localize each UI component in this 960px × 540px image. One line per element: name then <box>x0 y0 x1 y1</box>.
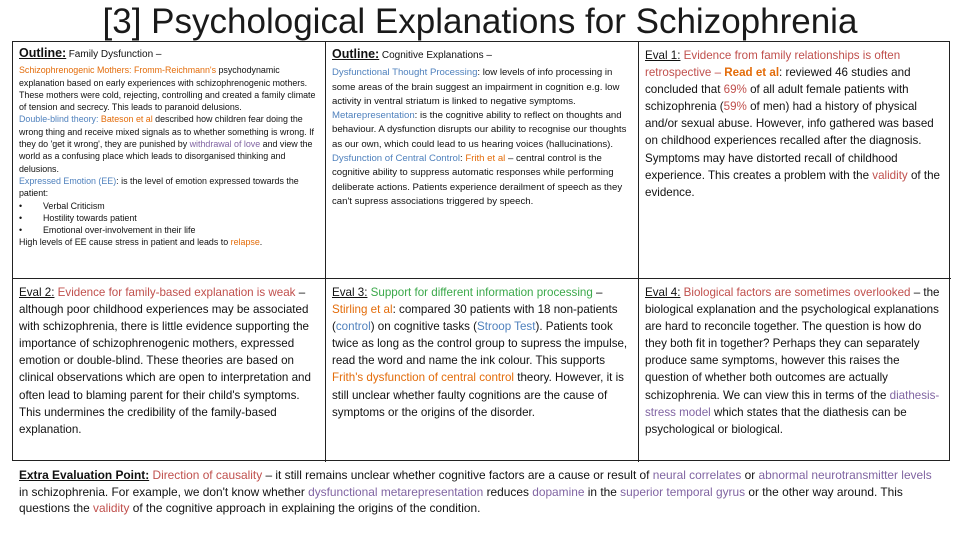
eval3-text-c: ). Patients took twice as long as the control group to supress the impulse, read the word and name the ink colour. This supports <box>332 320 628 368</box>
eval2-cell <box>13 279 326 462</box>
eval2-text: – although poor childhood experiences may be associated with schizophrenia, there is little evidence supporting the importance of schizophrenogenic mothers, expressed emotion or double-blind. These theories are based on clinical observations which are open to interpretation and often lead to blaming parent for their child's symptoms. This undermines the credibility of the family-based explanation. <box>19 286 311 436</box>
extra-text-c: in schizophrenia. For example, we don't know whether <box>19 484 309 499</box>
eval1-headline: Evidence from family relationships is often retrospective – <box>645 49 901 80</box>
outline2-p1-text: : low levels of info processing in some areas of the brain suggest an impairment in cognition e.g. low activity in ventral striatum is linked to negative symptoms. <box>332 67 620 107</box>
eval1-text-c: of men) had a history of physical and/or sexual abuse. However, info gathered was based on childhood experiences recalled after the diagnosis. Symptoms may have distorted recall of childhood experience. This creates a problem with the <box>645 100 934 182</box>
outline2-p1-label: Dysfunctional Thought Processing <box>332 67 478 79</box>
outline1-p2-text-b: and view the world as a confusing place which leads to disorganised thinking and delusions. <box>19 139 313 174</box>
eval3-control: control <box>335 320 371 334</box>
outline2-subheading: Cognitive Explanations – <box>381 50 492 61</box>
eval3-headline: Support for different information processing <box>367 286 593 299</box>
outline2-p2-label: Metarepresentation <box>332 110 415 122</box>
extra-text-d: reduces <box>483 484 533 499</box>
eval1-stat1: 69% <box>723 83 747 97</box>
eval1-validity: validity <box>872 168 908 182</box>
outline1-p3-label: Expressed Emotion (EE) <box>19 175 117 186</box>
outline2-heading: Outline: <box>332 47 380 61</box>
extra-term-metarepresentation: dysfunctional metarepresentation <box>308 484 484 499</box>
bullet-item <box>19 224 319 236</box>
outline1-p2-label: Double-blind theory: <box>19 114 101 125</box>
bullet-text: Emotional over-involvement in their life <box>43 225 196 236</box>
outline1-p1-label: Schizophrenogenic Mothers: <box>19 65 134 76</box>
eval3-name: Stirling et al <box>332 303 393 317</box>
extra-headline: Direction of causality <box>149 468 263 482</box>
eval4-label: Eval 4: <box>645 286 681 299</box>
eval3-cell <box>326 279 639 462</box>
outline1-subheading: Family Dysfunction – <box>68 49 162 60</box>
eval4-text-a: – the biological explanation and the psychological explanations are hard to reconcile together. The question is how do they both fit in together? Perhaps they can separately produce same symptoms, however this raises the question of whether both outcomes are actually schizophrenia. We can view this in terms of the <box>645 286 940 402</box>
extra-term-validity: validity <box>93 501 130 516</box>
bullet-icon: • <box>19 212 23 223</box>
extra-evaluation-point <box>19 467 944 517</box>
outline2-paragraph2 <box>332 109 632 152</box>
outline2-p3-sep: : <box>459 153 466 165</box>
outline2-p3-label: Dysfunction of Central Control <box>332 153 460 165</box>
eval3-text-d: theory. However, it is still unclear whether faulty cognitions are the cause of symptoms or the origins of the disorder. <box>332 371 624 419</box>
outline2-paragraph3 <box>332 152 632 209</box>
eval3-test: Stroop Test <box>477 320 536 334</box>
outline1-p1-name: Fromm-Reichmann's <box>133 65 217 76</box>
extra-term-neurotransmitters: abnormal neurotransmitter levels <box>758 468 932 482</box>
page-title: [3] Psychological Explanations for Schizophrenia <box>102 2 858 41</box>
outline2-p2-text: : is the cognitive ability to reflect on thoughts and behaviour. A dysfunction disrupts our ability to recognise our thoughts as our own, which could lead to us hearing voices (hallucinations). <box>332 110 627 150</box>
extra-text-e: in the <box>584 484 621 499</box>
outline-family-dysfunction <box>13 42 326 279</box>
bullet-text: Hostility towards patient <box>43 212 137 223</box>
eval1-stat2: 59% <box>723 100 747 114</box>
bullet-item <box>19 212 319 224</box>
extra-term-neural-correlates: neural correlates <box>652 468 742 482</box>
outline-cognitive-explanations <box>326 42 639 279</box>
extra-text-b: or <box>741 468 759 482</box>
extra-term-gyrus: superior temporal gyrus <box>620 484 746 499</box>
eval2-label: Eval 2: <box>19 286 55 299</box>
eval3-label: Eval 3: <box>332 286 368 299</box>
outline2-p3-name: Frith et al <box>465 153 506 165</box>
outline1-closing <box>19 236 319 248</box>
outline1-heading: Outline: <box>19 46 67 60</box>
extra-text-f: or the other way around. This questions the <box>19 484 903 516</box>
content-grid <box>12 41 950 461</box>
extra-text-g: of the cognitive approach in explaining the origins of the condition. <box>129 501 481 516</box>
extra-label: Extra Evaluation Point: <box>19 468 150 482</box>
eval3-text-b: ) on cognitive tasks ( <box>370 320 478 334</box>
bullet-icon: • <box>19 200 23 211</box>
extra-text-a: – it still remains unclear whether cognitive factors are a cause or result of <box>262 468 653 482</box>
eval2-headline: Evidence for family-based explanation is weak <box>54 286 296 299</box>
outline1-paragraph2 <box>19 113 319 174</box>
outline1-closing-highlight: relapse <box>230 237 260 248</box>
eval3-text-a: : compared 30 patients with 18 non-patients ( <box>332 303 618 334</box>
outline2-p3-text: – central control is the cognitive ability to suppress automatic responses while performing deliberate actions. Patients experience derailment of speech as they can't supress associations triggered by speech. <box>332 153 623 207</box>
outline2-paragraph1 <box>332 66 632 109</box>
eval1-text-b: of all adult female patients with schizophrenia ( <box>645 83 909 114</box>
eval4-text-b: which states that the diathesis can be psychological or biological. <box>645 405 907 436</box>
eval1-text-a: : reviewed 46 studies and concluded that <box>645 66 911 97</box>
bullet-text: Verbal Criticism <box>43 200 105 211</box>
eval4-model: diathesis-stress model <box>645 388 940 419</box>
outline1-p3-text: : is the level of emotion expressed towards the patient: <box>19 175 299 199</box>
outline1-closing-text: High levels of EE cause stress in patient and leads to <box>19 237 231 248</box>
outline1-p1-text: psychodynamic explanation based on early experiences with schizophrenogenic mothers. These mothers were cold, rejecting, controlling and created a family climate of tension and secrecy. This leads to paranoid delusions. <box>19 65 316 113</box>
eval1-label: Eval 1: <box>645 49 681 62</box>
eval4-headline: Biological factors are sometimes overlooked <box>680 286 911 299</box>
eval3-frith: Frith's dysfunction of central control <box>332 371 514 385</box>
outline1-paragraph1 <box>19 64 319 113</box>
eval1-name: Read et al <box>724 66 780 80</box>
bullet-item <box>19 200 319 212</box>
bullet-icon: • <box>19 225 23 236</box>
eval1-cell <box>639 42 951 279</box>
outline1-p2-text-a: described how children fear doing the wrong thing and receive mixed signals as to whether something is wrong. If they do 'get it wrong', they are punished by <box>19 114 314 150</box>
outline1-p2-name: Bateson et al <box>100 114 153 125</box>
eval3-dash: – <box>592 286 603 299</box>
eval4-cell <box>639 279 951 462</box>
outline1-paragraph3 <box>19 175 319 200</box>
outline1-p2-highlight: withdrawal of love <box>189 139 261 150</box>
eval1-text-d: of the evidence. <box>645 168 940 199</box>
extra-term-dopamine: dopamine <box>532 484 585 499</box>
outline1-closing-end: . <box>259 237 263 248</box>
